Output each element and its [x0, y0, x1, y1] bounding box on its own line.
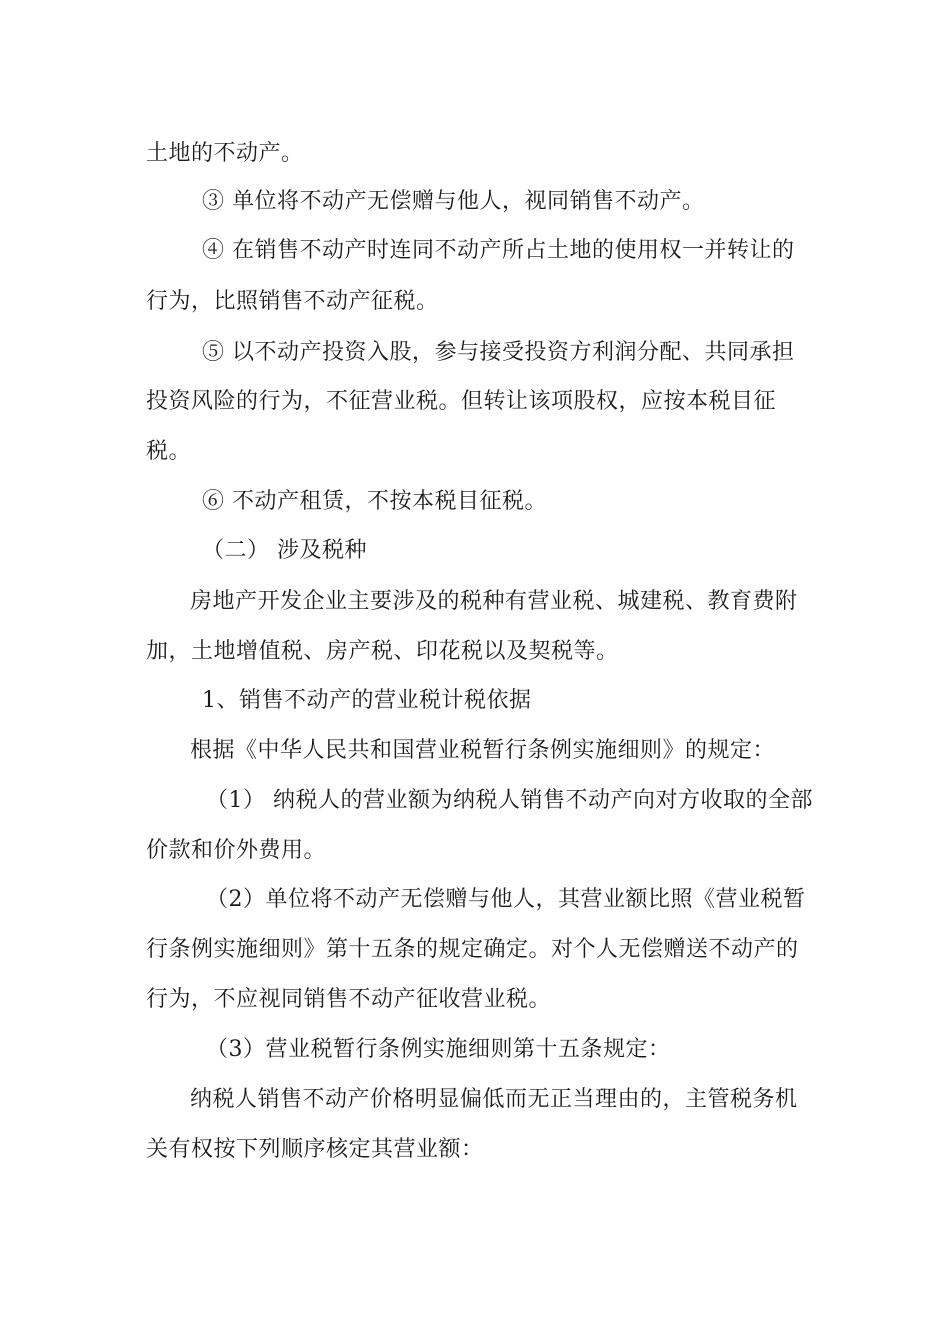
text-line: 加，土地增值税、房产税、印花税以及契税等。 — [146, 639, 619, 664]
text-line: 纳税人销售不动产价格明显偏低而无正当理由的，主管税务机 — [190, 1087, 798, 1112]
text-line: 税。 — [146, 439, 192, 464]
text-line: 关有权按下列顺序核定其营业额： — [146, 1137, 484, 1162]
text-line: 行为，比照销售不动产征税。 — [146, 289, 439, 314]
text-line: ⑥ 不动产租赁，不按本税目征税。 — [202, 489, 547, 514]
text-line: 行条例实施细则》第十五条的规定确定。对个人无偿赠送不动产的 — [146, 937, 799, 962]
text-line: 房地产开发企业主要涉及的税种有营业税、城建税、教育费附 — [190, 589, 798, 614]
text-line: 土地的不动产。 — [146, 141, 304, 166]
text-line: ④ 在销售不动产时连同不动产所占土地的使用权一并转让的 — [202, 238, 795, 263]
text-line: （1） 纳税人的营业额为纳税人销售不动产向对方收取的全部 — [206, 788, 813, 813]
text-line: ③ 单位将不动产无偿赠与他人，视同销售不动产。 — [202, 189, 705, 214]
text-line: 投资风险的行为，不征营业税。但转让该项股权，应按本税目征 — [146, 389, 777, 414]
section-heading: （二） 涉及税种 — [202, 538, 367, 563]
text-line: 价款和价外费用。 — [146, 838, 327, 863]
text-line: ⑤ 以不动产投资入股，参与接受投资方利润分配、共同承担 — [202, 340, 795, 365]
text-line: （3）营业税暂行条例实施细则第十五条规定： — [206, 1037, 671, 1062]
text-line: 根据《中华人民共和国营业税暂行条例实施细则》的规定： — [190, 738, 776, 763]
subsection-heading: 1、销售不动产的营业税计税依据 — [202, 688, 532, 713]
text-line: （2）单位将不动产无偿赠与他人，其营业额比照《营业税暂 — [206, 887, 806, 912]
text-line: 行为，不应视同销售不动产征收营业税。 — [146, 987, 552, 1012]
